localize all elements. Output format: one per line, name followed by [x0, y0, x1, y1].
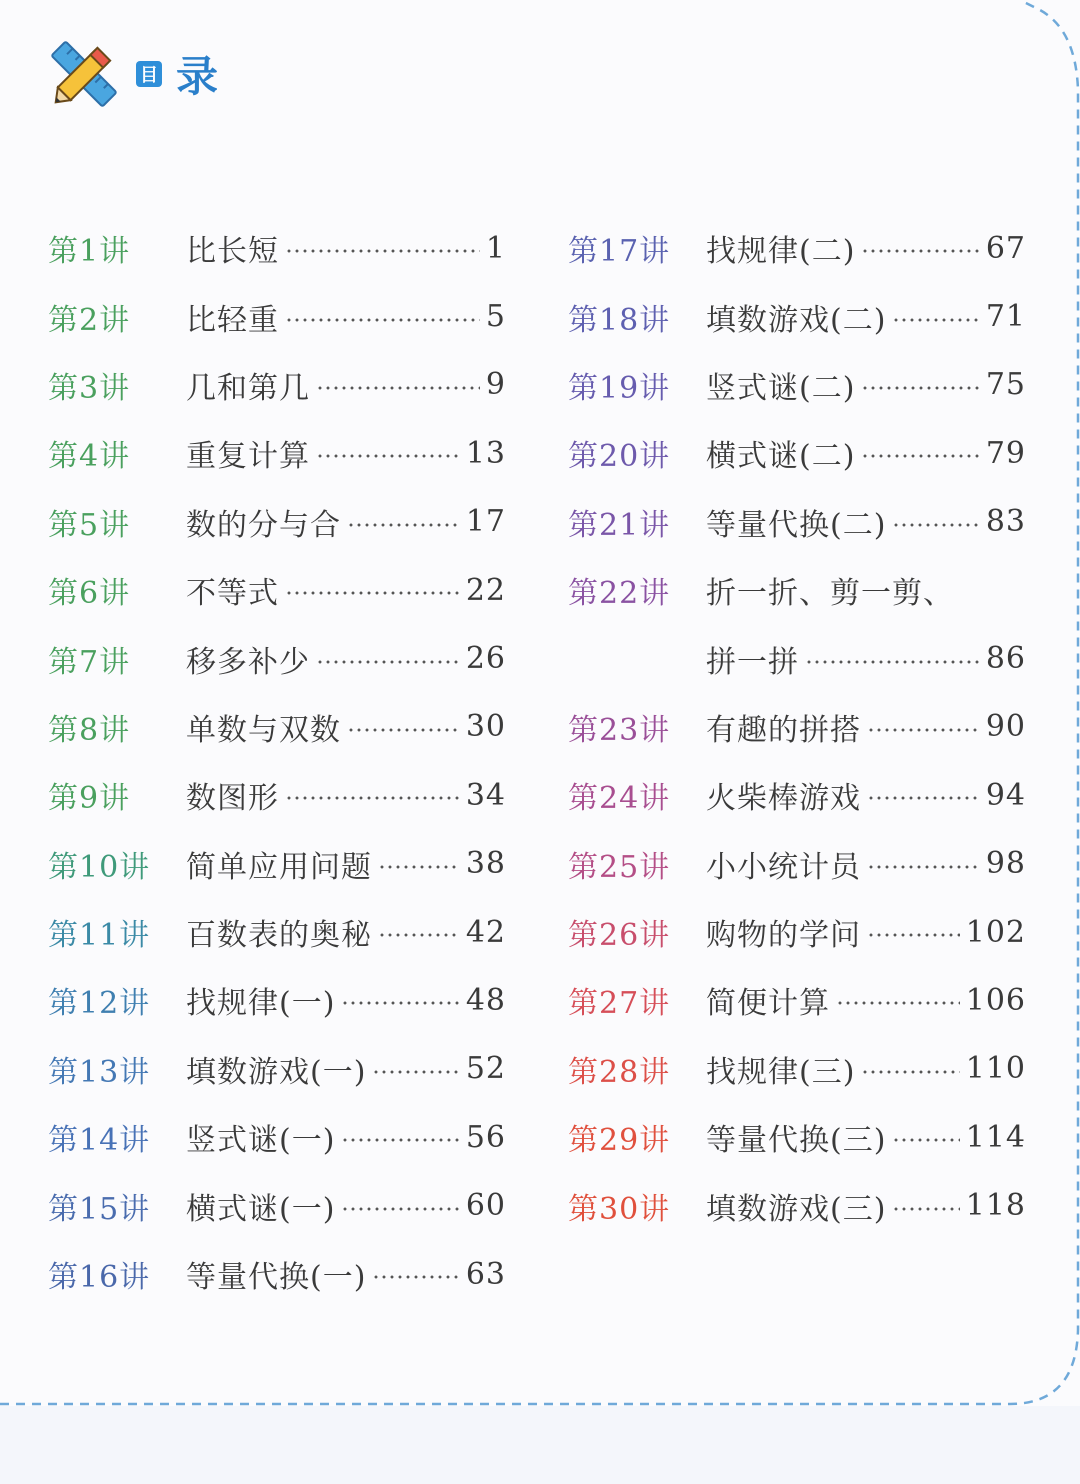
toc-entry[interactable]: [48, 488, 506, 556]
dot-leader: [316, 660, 460, 664]
page-number: 52: [465, 1051, 506, 1087]
lecture-title: 比轻重: [186, 302, 279, 338]
page-number: 83: [985, 504, 1026, 540]
lecture-title: 有趣的拼搭: [706, 712, 861, 748]
lecture-number: 第10讲: [48, 849, 151, 885]
toc-entry[interactable]: [48, 693, 506, 761]
entry-content: [706, 978, 1026, 1022]
title-char: 录: [176, 52, 219, 101]
lecture-title: 横式谜(一): [186, 1191, 336, 1227]
toc-entry[interactable]: [48, 1171, 506, 1239]
entry-content: [706, 295, 1026, 339]
entry-content: [186, 910, 506, 954]
dot-leader: [805, 660, 980, 664]
lecture-title: 填数游戏(二): [706, 302, 887, 338]
entry-content: [706, 1047, 1026, 1091]
page-number: 26: [465, 641, 506, 677]
lecture-title: 购物的学问: [706, 918, 861, 954]
lecture-title: 数图形: [186, 781, 279, 817]
lecture-number: 第14讲: [48, 1123, 151, 1159]
page-number: 34: [465, 777, 506, 813]
toc-entry[interactable]: [568, 1035, 1026, 1103]
toc-entry-continuation[interactable]: [568, 624, 1026, 692]
page-number: 5: [485, 299, 506, 335]
lecture-title: 折一折、剪一剪、: [706, 576, 954, 612]
dot-leader: [285, 249, 480, 253]
page-number: 48: [465, 982, 506, 1018]
lecture-title: 等量代换(二): [706, 507, 887, 543]
page-number: 56: [465, 1119, 506, 1155]
entry-content: [706, 773, 1026, 817]
page-number: 9: [485, 367, 506, 403]
entry-content: [186, 705, 506, 749]
lecture-number: 第29讲: [568, 1123, 671, 1159]
entry-content: [186, 978, 506, 1022]
dot-leader: [341, 1138, 459, 1142]
lecture-title: 单数与双数: [186, 712, 341, 748]
lecture-title: 移多补少: [186, 644, 310, 680]
dot-leader: [347, 728, 460, 732]
toc-entry[interactable]: [568, 761, 1026, 829]
dot-leader: [378, 865, 460, 869]
toc-left-column: [48, 214, 506, 1308]
page-title: [136, 44, 218, 104]
entry-content: [706, 568, 1026, 612]
dot-leader: [316, 386, 480, 390]
toc-entry[interactable]: [568, 351, 1026, 419]
page-number: 94: [985, 777, 1026, 813]
pencil-ruler-icon: [44, 36, 124, 112]
lecture-number: 第7讲: [48, 644, 131, 680]
dot-leader: [341, 1207, 459, 1211]
dot-leader: [861, 249, 979, 253]
lecture-number: 第9讲: [48, 781, 131, 817]
entry-content: [186, 500, 506, 544]
dot-leader: [316, 454, 460, 458]
lecture-title: 比长短: [186, 234, 279, 270]
page-number: 22: [465, 572, 506, 608]
page-number: 38: [465, 846, 506, 882]
toc-entry[interactable]: [568, 1103, 1026, 1171]
dot-leader: [867, 865, 980, 869]
lecture-number: 第19讲: [568, 370, 671, 406]
entry-content: [186, 1047, 506, 1091]
entry-content: [186, 568, 506, 612]
entry-content: [706, 705, 1026, 749]
dot-leader: [861, 386, 979, 390]
entry-content: [706, 910, 1026, 954]
entry-content: [186, 226, 506, 270]
lecture-number: 第6讲: [48, 576, 131, 612]
lecture-number: 第27讲: [568, 986, 671, 1022]
lecture-number: 第24讲: [568, 781, 671, 817]
page-number: 114: [965, 1119, 1026, 1155]
lecture-title-continued: 拼一拼: [706, 644, 799, 680]
toc-entry[interactable]: [48, 419, 506, 487]
lecture-number: 第5讲: [48, 507, 131, 543]
page-number: 63: [465, 1256, 506, 1292]
dot-leader: [836, 1001, 960, 1005]
lecture-number: 第11讲: [48, 918, 151, 954]
lecture-title: 数的分与合: [186, 507, 341, 543]
page-number: 79: [985, 435, 1026, 471]
toc-entry[interactable]: [568, 214, 1026, 282]
toc-entry[interactable]: [48, 1103, 506, 1171]
entry-content: [706, 363, 1026, 407]
dot-leader: [892, 1207, 959, 1211]
lecture-number: 第3讲: [48, 370, 131, 406]
entry-content: [186, 773, 506, 817]
lecture-title: 几和第几: [186, 370, 310, 406]
toc-entry[interactable]: [48, 351, 506, 419]
toc-entry[interactable]: [568, 966, 1026, 1034]
page-number: 102: [965, 914, 1026, 950]
entry-content: [186, 842, 506, 886]
page-number: 13: [465, 435, 506, 471]
toc-header: [44, 36, 218, 112]
lecture-number: 第13讲: [48, 1054, 151, 1090]
lecture-number: 第4讲: [48, 439, 131, 475]
dot-leader: [285, 591, 460, 595]
page-number: 30: [465, 709, 506, 745]
lecture-number: 第20讲: [568, 439, 671, 475]
toc-entry[interactable]: [568, 282, 1026, 350]
lecture-title: 竖式谜(二): [706, 370, 856, 406]
page-number: 71: [985, 299, 1026, 335]
entry-content: [706, 431, 1026, 475]
lecture-number: 第28讲: [568, 1054, 671, 1090]
page-number: 110: [965, 1051, 1026, 1087]
lecture-title: 火柴棒游戏: [706, 781, 861, 817]
lecture-title: 等量代换(一): [186, 1260, 367, 1296]
lecture-number: 第17讲: [568, 234, 671, 270]
lecture-title: 找规律(二): [706, 234, 856, 270]
page-number: 1: [485, 230, 506, 266]
toc-entry[interactable]: [568, 1171, 1026, 1239]
dot-leader: [372, 1070, 459, 1074]
entry-content: [706, 1184, 1026, 1228]
lecture-title: 百数表的奥秘: [186, 918, 372, 954]
lecture-number: 第18讲: [568, 302, 671, 338]
page-number: 86: [985, 641, 1026, 677]
entry-content: [186, 1115, 506, 1159]
lecture-number: 第30讲: [568, 1191, 671, 1227]
lecture-title: 找规律(一): [186, 986, 336, 1022]
toc-entry[interactable]: [568, 693, 1026, 761]
dot-leader: [867, 728, 980, 732]
lecture-title: 简单应用问题: [186, 849, 372, 885]
toc-entry[interactable]: [48, 1240, 506, 1308]
lecture-number: 第26讲: [568, 918, 671, 954]
lecture-title: 重复计算: [186, 439, 310, 475]
lecture-number: 第16讲: [48, 1260, 151, 1296]
toc-entry[interactable]: [48, 556, 506, 624]
lecture-number: 第25讲: [568, 849, 671, 885]
lecture-title: 横式谜(二): [706, 439, 856, 475]
page-number: 90: [985, 709, 1026, 745]
lecture-title: 填数游戏(一): [186, 1054, 367, 1090]
page-number: 42: [465, 914, 506, 950]
page-number: 75: [985, 367, 1026, 403]
toc-entry[interactable]: [48, 1035, 506, 1103]
lecture-number: 第12讲: [48, 986, 151, 1022]
entry-content: [186, 1252, 506, 1296]
dot-leader: [347, 523, 460, 527]
entry-content: [186, 1184, 506, 1228]
dot-leader: [861, 1070, 959, 1074]
toc-entry[interactable]: [48, 761, 506, 829]
lecture-number: 第15讲: [48, 1191, 151, 1227]
lecture-title: 不等式: [186, 576, 279, 612]
toc-right-column: [568, 214, 1026, 1240]
lecture-title: 找规律(三): [706, 1054, 856, 1090]
dot-leader: [285, 796, 460, 800]
dot-leader: [861, 454, 979, 458]
title-box-char: 目: [136, 61, 162, 87]
page-number: 17: [465, 504, 506, 540]
lecture-number: 第23讲: [568, 712, 671, 748]
lecture-title: 填数游戏(三): [706, 1191, 887, 1227]
entry-content: [186, 295, 506, 339]
dot-leader: [892, 523, 979, 527]
entry-content: [706, 1115, 1026, 1159]
toc-entry[interactable]: [48, 624, 506, 692]
toc-entry[interactable]: [48, 214, 506, 282]
page-number: 106: [965, 982, 1026, 1018]
toc-entry[interactable]: [568, 898, 1026, 966]
toc-entry[interactable]: [48, 898, 506, 966]
entry-content: [186, 431, 506, 475]
dot-leader: [867, 796, 980, 800]
page-number: 60: [465, 1188, 506, 1224]
toc-entry[interactable]: [568, 556, 1026, 624]
lecture-title: 小小统计员: [706, 849, 861, 885]
lecture-number: 第21讲: [568, 507, 671, 543]
entry-content: [706, 500, 1026, 544]
page-number: 67: [985, 230, 1026, 266]
toc-entry[interactable]: [568, 488, 1026, 556]
lecture-number: 第22讲: [568, 576, 671, 612]
toc-entry[interactable]: [48, 282, 506, 350]
dot-leader: [867, 933, 960, 937]
entry-content: [706, 637, 1026, 681]
toc-entry[interactable]: [48, 966, 506, 1034]
lecture-title: 简便计算: [706, 986, 830, 1022]
dot-leader: [892, 318, 979, 322]
dot-leader: [341, 1001, 459, 1005]
entry-content: [186, 363, 506, 407]
dot-leader: [285, 318, 480, 322]
page-number: 98: [985, 846, 1026, 882]
page-number: 118: [965, 1188, 1026, 1224]
entry-content: [186, 637, 506, 681]
lecture-number: 第1讲: [48, 234, 131, 270]
dot-leader: [372, 1275, 459, 1279]
entry-content: [706, 842, 1026, 886]
toc-entry[interactable]: [48, 830, 506, 898]
dot-leader: [892, 1138, 959, 1142]
dot-leader: [378, 933, 460, 937]
entry-content: [706, 226, 1026, 270]
lecture-number: 第2讲: [48, 302, 131, 338]
toc-entry[interactable]: [568, 419, 1026, 487]
toc-entry[interactable]: [568, 830, 1026, 898]
lecture-number: 第8讲: [48, 712, 131, 748]
lecture-title: 等量代换(三): [706, 1123, 887, 1159]
lecture-title: 竖式谜(一): [186, 1123, 336, 1159]
